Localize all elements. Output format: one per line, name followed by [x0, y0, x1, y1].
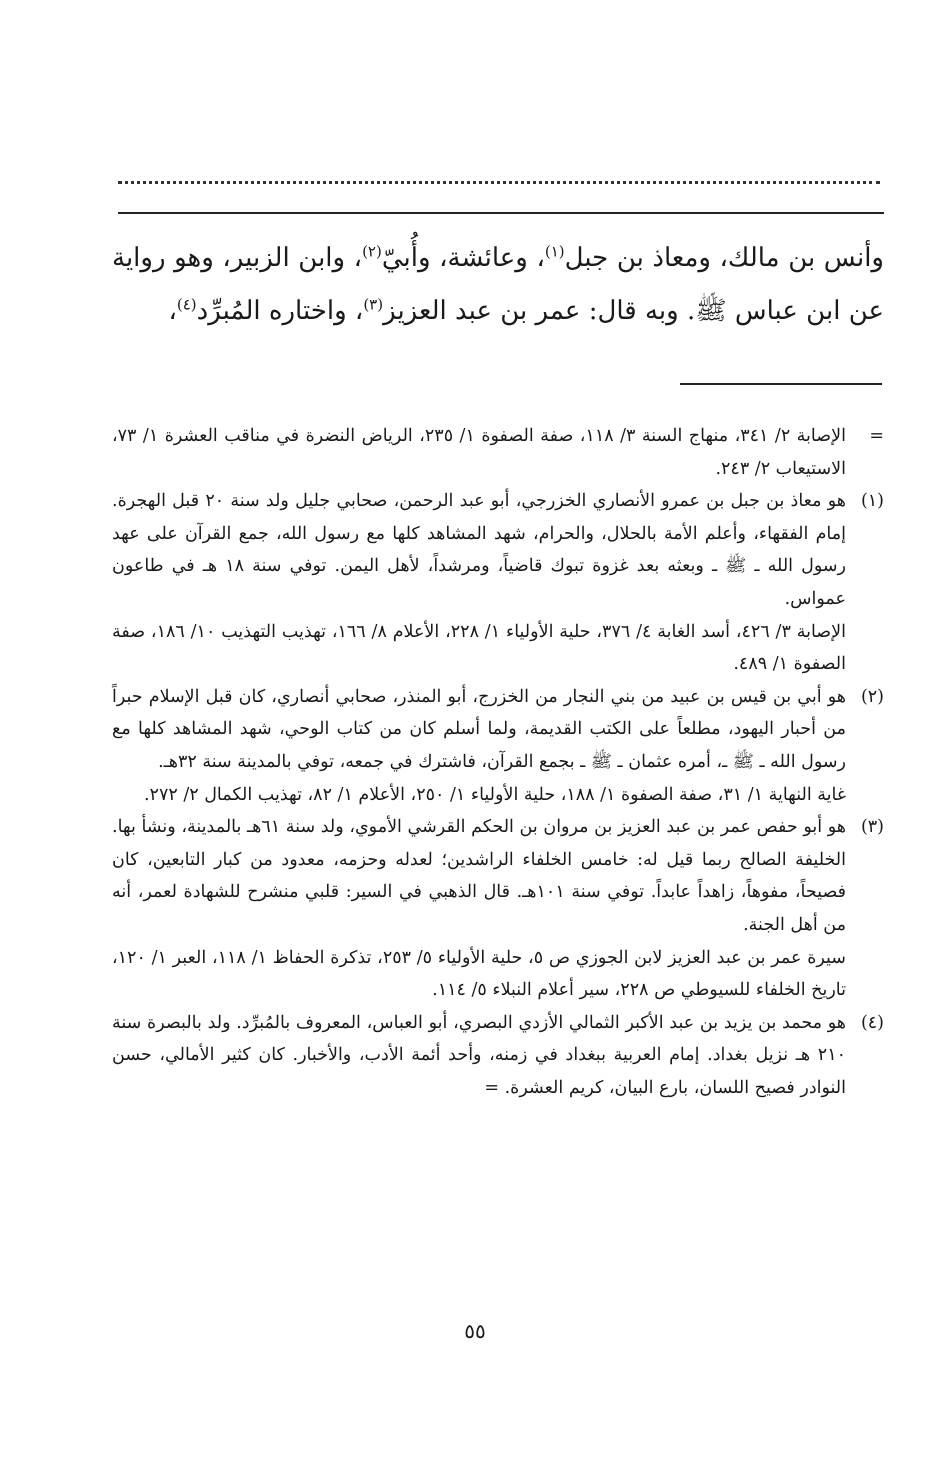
footnote-sources: سيرة عمر بن عبد العزيز لابن الجوزي ص ٥، حلية الأولياء ٥/ ٢٥٣، تذكرة الحفاظ ١/ ١١٨، العبر ١/ ١٢٠، تاريخ الخلفاء للسيوطي ص ٢٢٨، سير أعلام النبلاء ٥/ ١١٤.: [112, 947, 846, 1001]
footnote-rule: [680, 383, 882, 385]
main-text-part-4: ، واختاره المُبرِّد: [196, 296, 364, 326]
footnote-body: [112, 420, 846, 485]
main-text: [112, 232, 884, 338]
footnote-sources: الإصابة ٣/ ٤٢٦، أسد الغابة ٤/ ٣٧٦، حلية الأولياء ١/ ٢٢٨، الأعلام ٨/ ١٦٦، تهذيب التهذيب ١٠/ ١٨٦، صفة الصفوة ١/ ٤٨٩.: [112, 621, 847, 675]
dotted-separator: [118, 165, 880, 184]
footnote-mark: (٢): [860, 686, 884, 707]
footnote-paragraph: هو أبي بن قيس بن عبيد من بني النجار من الخزرج، أبو المنذر، صحابي أنصاري، كان قبل الإسلام حبراً من أحبار اليهود، مطلعاً على الكتب القديمة، ولما أسلم كان من كتاب الوحي، شهد المشاهد كلها مع رسول الله ـ ﷺ ـ، أمره عثمان ـ ﷺ ـ بجمع القرآن، فاشترك في جمعه، توفي بالمدينة سنة ٣٢هـ.: [112, 686, 846, 772]
footnote-ref-1[interactable]: (١): [544, 242, 565, 261]
footnote-sources: غاية النهاية ١/ ٣١، صفة الصفوة ١/ ١٨٨، حلية الأولياء ١/ ٢٥٠، الأعلام ١/ ٨٢، تهذيب الكمال ٢/ ٢٧٢.: [143, 784, 846, 805]
footnote-body: [112, 485, 846, 681]
footnote-paragraph: هو محمد بن يزيد بن عبد الأكبر الثمالي الأزدي البصري، أبو العباس، المعروف بالمُبرِّد. ولد بالبصرة سنة ٢١٠ هـ نزيل بغداد. إمام العربية ببغداد في زمنه، وأحد أئمة الأدب، والأخبار. كان كثير الأمالي، حسن النوادر فصيح اللسان، بارع البيان، كريم العشرة. =: [112, 1012, 846, 1098]
footnote-mark: (٤): [860, 1012, 884, 1033]
footnote-1: [112, 485, 884, 681]
top-rule: [118, 212, 884, 214]
footnote-4: [112, 1007, 884, 1105]
footnote-3: [112, 811, 884, 1007]
footnote-body: [112, 681, 846, 811]
footnote-ref-3[interactable]: (٣): [363, 295, 384, 314]
main-text-part-1: وأنس بن مالك، ومعاذ بن جبل: [564, 243, 884, 273]
footnote-paragraph: الإصابة ٢/ ٣٤١، منهاج السنة ٣/ ١١٨، صفة الصفوة ١/ ٢٣٥، الرياض النضرة في مناقب العشرة ١/ ٧٣، الاستيعاب ٢/ ٢٤٣.: [112, 426, 846, 479]
footnote-body: [112, 811, 846, 1007]
footnote-paragraph: هو أبو حفص عمر بن عبد العزيز بن مروان بن الحكم القرشي الأموي، ولد سنة ٦١هـ بالمدينة، ونشأ بها. الخليفة الصالح ربما قيل له: خامس الخلفاء الراشدين؛ لعدله وحزمه، معدود من كبار التابعين، كان فصيحاً، مفوهاً، زاهداً عابداً. توفي سنة ١٠١هـ. قال الذهبي في السير: قلبي منشرح للشهادة لعمر، أنه من أهل الجنة.: [112, 817, 846, 935]
footnote-mark: =: [869, 426, 884, 446]
footnote-paragraph: هو معاذ بن جبل بن عمرو الأنصاري الخزرجي، أبو عبد الرحمن، صحابي جليل ولد سنة ٢٠ قبل الهجرة. إمام الفقهاء، وأعلم الأمة بالحلال، والحرام، شهد المشاهد كلها مع رسول الله، جمع القرآن على عهد رسول الله ـ ﷺ ـ وبعثه بعد غزوة تبوك قاضياً، ومرشداً، لأهل اليمن. توفي سنة ١٨ هـ في طاعون عمواس.: [112, 491, 846, 609]
footnote-body: [112, 1007, 846, 1105]
main-text-part-2: ، وعائشة، وأُبيّ: [381, 243, 545, 273]
footnote-ref-4[interactable]: (٤): [176, 295, 197, 314]
footnote-mark: (٣): [860, 817, 884, 838]
footnote-mark: (١): [860, 491, 884, 512]
footnote-ref-2[interactable]: (٢): [362, 242, 382, 261]
footnote-2: [112, 681, 884, 811]
main-text-part-5: ،: [168, 296, 177, 326]
footnote-continued: [112, 420, 884, 485]
main-text-part-3: ، وابن الزبير، وهو رواية عن ابن عباس ﷺ. وبه قال: عمر بن عبد العزيز: [112, 243, 884, 326]
page-number: ٥٥: [464, 1319, 486, 1343]
footnotes: [112, 420, 884, 1104]
